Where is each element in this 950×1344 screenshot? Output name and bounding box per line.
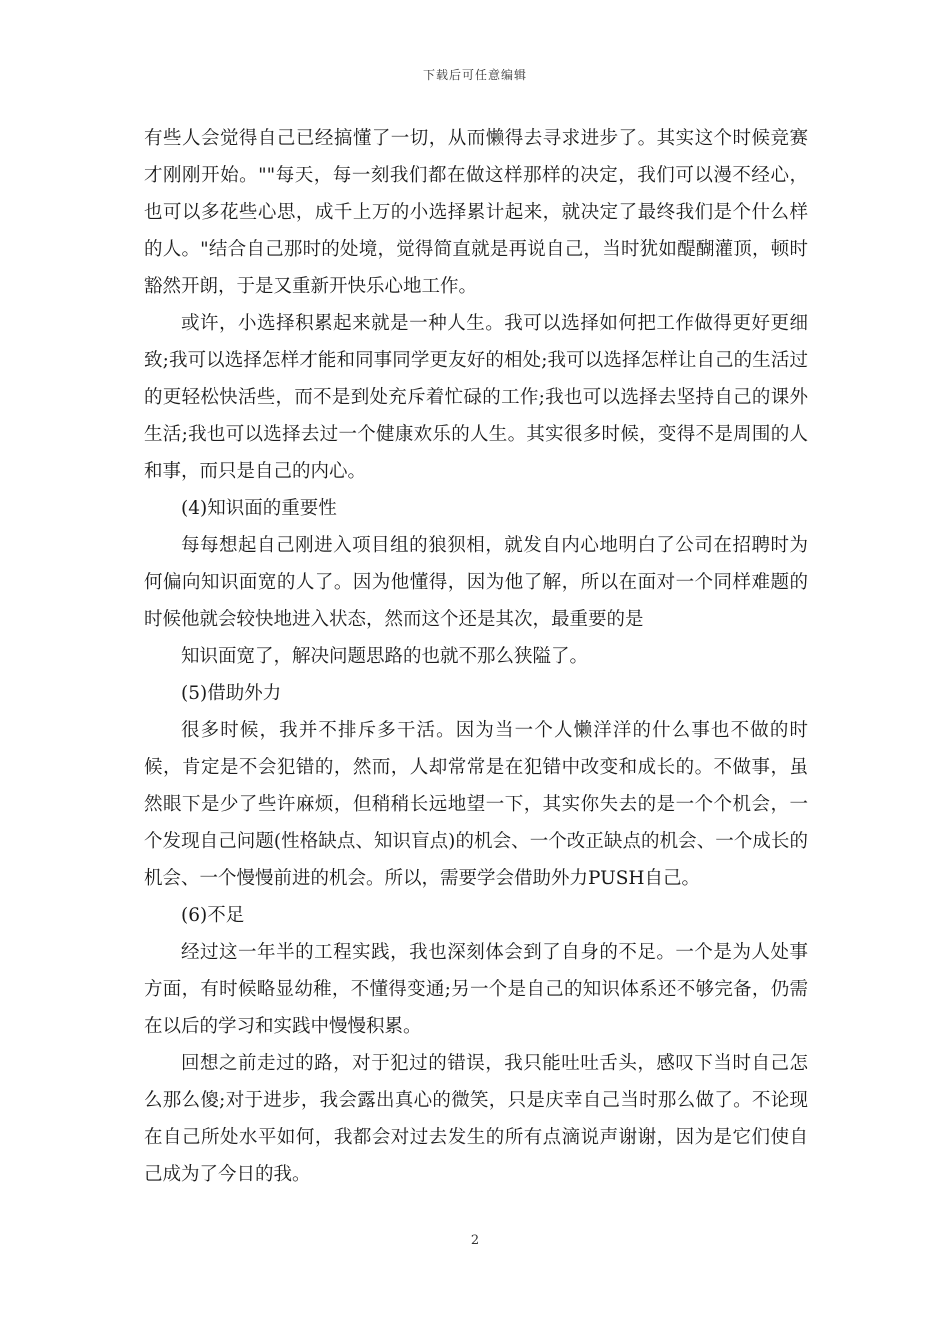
page-number: 2 [470,1233,480,1248]
paragraph: 回想之前走过的路，对于犯过的错误，我只能吐吐舌头，感叹下当时自己怎么那么傻;对于进步，我会露出真心的微笑，只是庆幸自己当时那么做了。不论现在自己所处水平如何，我都会对过去发生的所有点滴说声谢谢，因为是它们使自己成为了今日的我。 [144,1053,808,1185]
paragraph-continuation: 有些人会觉得自己已经搞懂了一切，从而懒得去寻求进步了。其实这个时候竞赛才刚刚开始。""每天，每一刻我们都在做这样那样的决定，我们可以漫不经心，也可以多花些心思，成千上万的小选择累计起来，就决定了最终我们是个什么样的人。"结合自己那时的处境，觉得简直就是再说自己，当时犹如醍醐灌顶，顿时豁然开朗，于是又重新开快乐心地工作。 [144,128,808,297]
page-header: 下载后可任意编辑 [422,68,527,82]
paragraph: 经过这一年半的工程实践，我也深刻体会到了自身的不足。一个是为人处事方面，有时候略显幼稚，不懂得变通;另一个是自己的知识体系还不够完备，仍需在以后的学习和实践中慢慢积累。 [144,942,808,1037]
paragraph: 或许，小选择积累起来就是一种人生。我可以选择如何把工作做得更好更细致;我可以选择怎样才能和同事同学更友好的相处;我可以选择怎样让自己的生活过的更轻松快活些，而不是到处充斥着忙碌的工作;我也可以选择去坚持自己的课外生活;我也可以选择去过一个健康欢乐的人生。其实很多时候，变得不是周围的人和事，而只是自己的内心。 [144,313,808,482]
paragraph: 很多时候，我并不排斥多干活。因为当一个人懒洋洋的什么事也不做的时候，肯定是不会犯错的，然而，人却常常是在犯错中改变和成长的。不做事，虽然眼下是少了些许麻烦，但稍稍长远地望一下，其实你失去的是一个个机会，一个发现自己问题(性格缺点、知识盲点)的机会、一个改正缺点的机会、一个成长的机会、一个慢慢前进的机会。所以，需要学会借助外力PUSH自己。 [144,720,808,889]
paragraph: 知识面宽了，解决问题思路的也就不那么狭隘了。 [181,646,589,667]
section-heading-knowledge: (4)知识面的重要性 [181,498,337,519]
paragraph: 每每想起自己刚进入项目组的狼狈相，就发自内心地明白了公司在招聘时为何偏向知识面宽的人了。因为他懂得，因为他了解，所以在面对一个同样难题的时候他就会较快地进入状态，然而这个还是其次，最重要的是 [144,535,808,630]
section-heading-external-help: (5)借助外力 [181,683,282,704]
document-body [144,120,808,1193]
section-heading-shortcomings: (6)不足 [181,905,245,926]
